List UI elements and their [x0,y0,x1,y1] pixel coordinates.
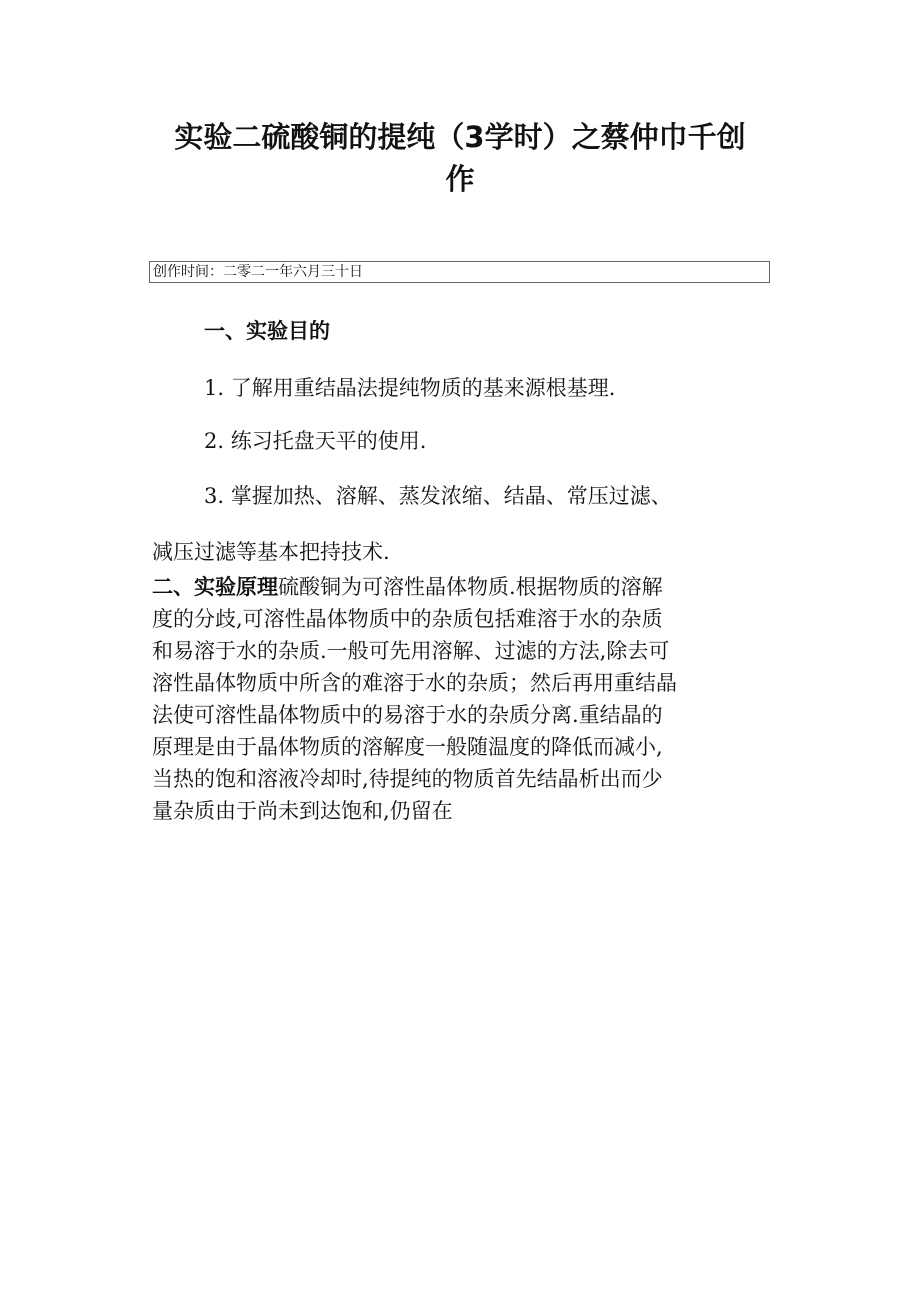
section-2-text-1: 硫酸铜为可溶性晶体物质.根据物质的溶解 [278,575,663,599]
section-2-line-5: 法使可溶性晶体物质中的易溶于水的杂质分离.重结晶的 [152,703,663,727]
objective-item-1: 1. 了解用重结晶法提纯物质的基来源根基理. [204,376,616,400]
section-2-heading: 二、实验原理 [152,575,278,599]
objective-item-3-continuation: 减压过滤等基本把持技术. [152,540,390,564]
creation-time-box: 创作时间：二零二一年六月三十日 [149,261,770,283]
section-2-line-1 [152,572,772,602]
document-title [150,116,770,200]
section-2-line-4: 溶性晶体物质中所含的难溶于水的杂质；然后再用重结晶 [152,671,677,695]
section-2-line-2: 度的分歧,可溶性晶体物质中的杂质包括难溶于水的杂质 [152,607,663,631]
title-line-2: 作 [445,162,475,196]
section-2-line-8: 量杂质由于尚未到达饱和,仍留在 [152,799,453,823]
section-2-line-6: 原理是由于晶体物质的溶解度一般随温度的降低而减小, [152,735,663,759]
section-2-line-3: 和易溶于水的杂质.一般可先用溶解、过滤的方法,除去可 [152,639,670,663]
section-1-heading: 一、实验目的 [204,319,330,343]
title-line-1: 实验二硫酸铜的提纯（3学时）之蔡仲巾千创 [174,120,746,154]
objective-item-2: 2. 练习托盘天平的使用. [204,429,427,453]
section-2-line-7: 当热的饱和溶液冷却时,待提纯的物质首先结晶析出而少 [152,767,663,791]
objective-item-3: 3. 掌握加热、溶解、蒸发浓缩、结晶、常压过滤、 [204,484,672,508]
